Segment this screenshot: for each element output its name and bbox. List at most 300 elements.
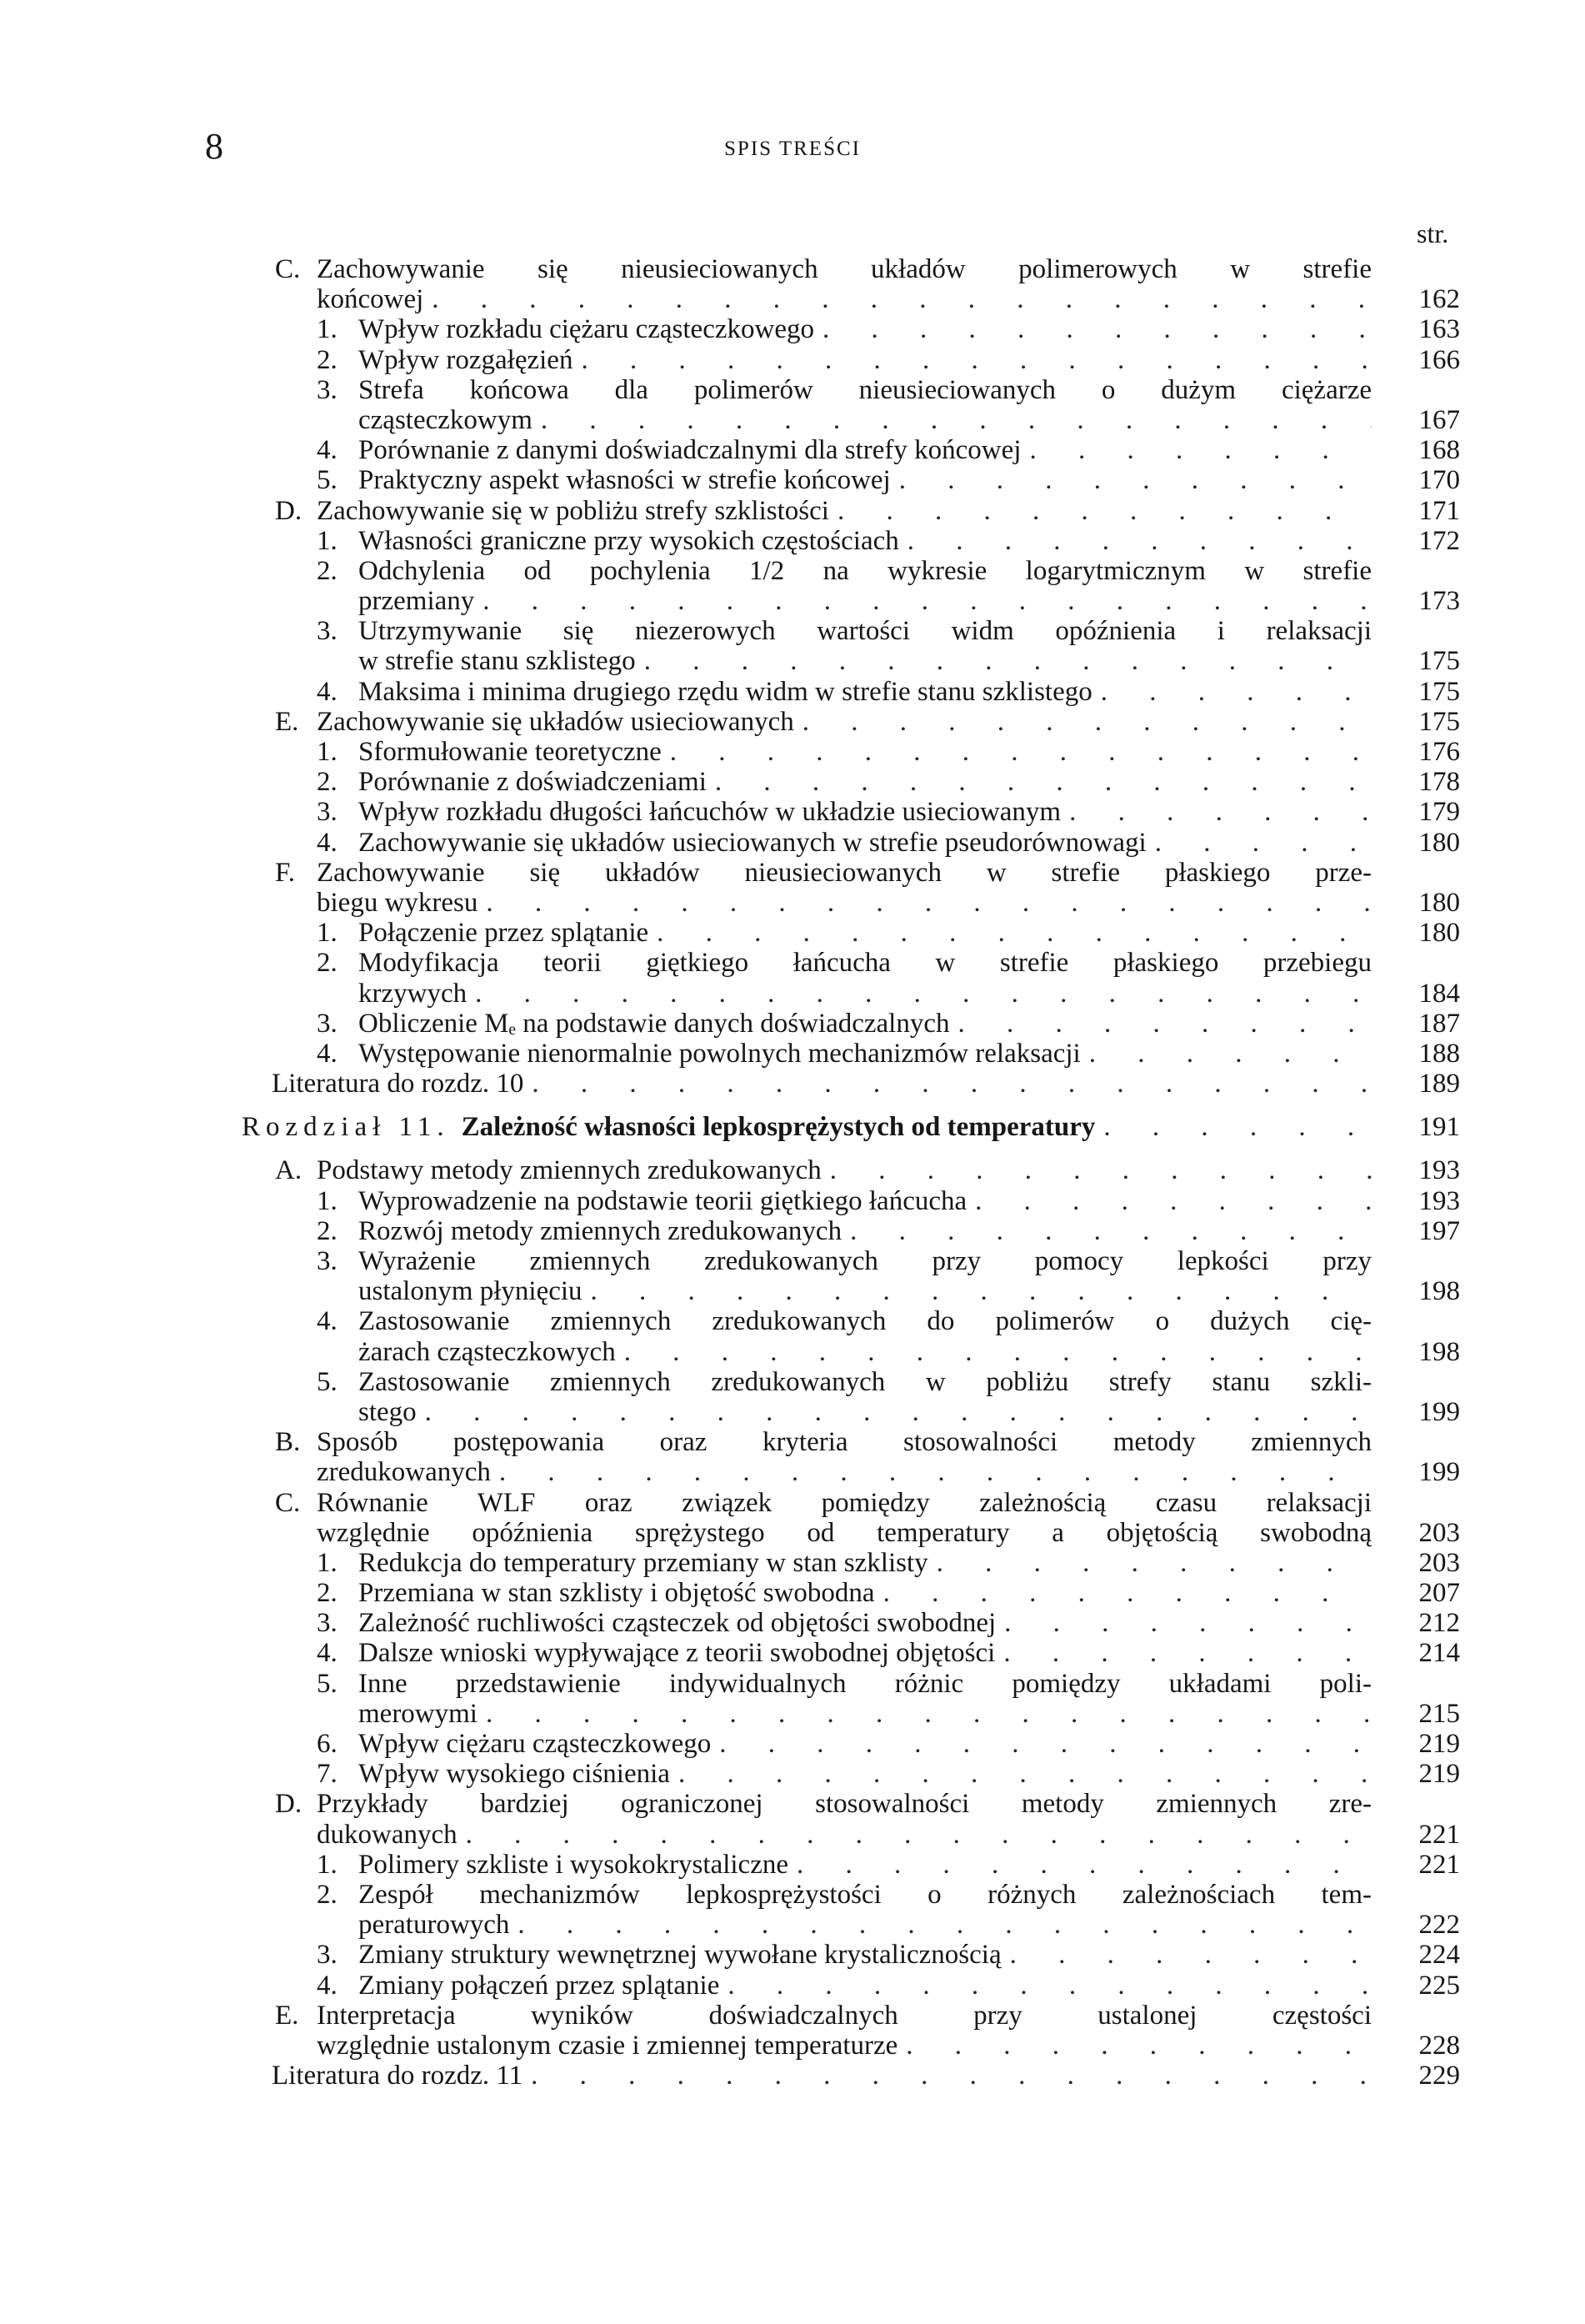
dot-leader bbox=[532, 405, 1372, 435]
toc-line bbox=[242, 1246, 1460, 1276]
toc-entry[interactable] bbox=[242, 737, 1460, 767]
toc-line bbox=[242, 1009, 1460, 1039]
dot-leader bbox=[467, 979, 1372, 1009]
page-ref: 166 bbox=[1418, 344, 1460, 375]
entry-text: Rozwój metody zmiennych zredukowanych bbox=[358, 1215, 842, 1246]
page-ref: 224 bbox=[1418, 1940, 1460, 1971]
toc-line bbox=[242, 1186, 1460, 1216]
page-ref: 191 bbox=[1418, 1112, 1460, 1143]
dot-leader bbox=[648, 918, 1372, 948]
page-ref: 175 bbox=[1418, 706, 1460, 737]
toc-line bbox=[242, 1729, 1460, 1759]
dot-leader bbox=[582, 1276, 1372, 1306]
toc-entry[interactable] bbox=[242, 1216, 1460, 1246]
page-ref: 163 bbox=[1418, 314, 1460, 345]
dot-leader bbox=[928, 1548, 1372, 1578]
toc-line bbox=[242, 2061, 1460, 2091]
toc-line bbox=[242, 1155, 1460, 1185]
toc-line bbox=[242, 677, 1460, 707]
entry-text: Zachowywanie się nieusieciowanych układów polimerowych w strefie bbox=[317, 254, 1372, 284]
dot-leader bbox=[1095, 1112, 1372, 1142]
dot-leader bbox=[509, 1910, 1372, 1940]
dot-leader bbox=[423, 284, 1372, 314]
toc-line bbox=[242, 345, 1460, 375]
entry-text: końcowej bbox=[317, 284, 424, 315]
entry-text: Dalsze wnioski wypływające z teorii swobodnej objętości bbox=[358, 1638, 996, 1669]
entry-text: Zmiany struktury wewnętrznej wywołane krystalicznością bbox=[358, 1940, 1002, 1971]
dot-leader bbox=[996, 1608, 1372, 1638]
page-ref: 171 bbox=[1418, 495, 1460, 526]
toc-entry[interactable] bbox=[242, 1488, 1460, 1548]
toc-entry[interactable] bbox=[242, 1971, 1460, 2001]
page-ref: 207 bbox=[1418, 1578, 1460, 1609]
page-ref: 197 bbox=[1418, 1215, 1460, 1246]
toc-line bbox=[242, 2031, 1460, 2061]
toc-block-chapter-11 bbox=[242, 1155, 1460, 2091]
dot-leader bbox=[1021, 435, 1372, 465]
entry-text: Sformułowanie teoretyczne bbox=[358, 737, 662, 767]
dot-leader bbox=[1092, 677, 1372, 707]
toc-line bbox=[242, 1367, 1460, 1397]
entry-marker: 5. bbox=[317, 1668, 338, 1699]
page-ref: 203 bbox=[1418, 1517, 1460, 1548]
dot-leader bbox=[1002, 1940, 1372, 1970]
toc-entry[interactable] bbox=[242, 1759, 1460, 1789]
toc-entry[interactable] bbox=[242, 1880, 1460, 1940]
dot-leader bbox=[417, 1397, 1372, 1427]
toc-entry[interactable] bbox=[242, 556, 1460, 616]
entry-text: stego bbox=[358, 1396, 417, 1427]
entry-text: Zachowywanie się układów usieciowanych bbox=[317, 706, 794, 737]
entry-text: Wpływ rozgałęzień bbox=[358, 344, 573, 375]
page-ref: 228 bbox=[1418, 2030, 1460, 2061]
toc-line bbox=[242, 918, 1460, 948]
entry-text: Wyrażenie zmiennych zredukowanych przy pomocy lepkości przy bbox=[358, 1246, 1372, 1276]
toc-line bbox=[242, 556, 1460, 586]
toc-line bbox=[242, 616, 1460, 646]
page-ref: 221 bbox=[1418, 1849, 1460, 1880]
dot-leader bbox=[814, 314, 1372, 344]
page-ref: 229 bbox=[1418, 2061, 1460, 2091]
page-ref: 198 bbox=[1418, 1336, 1460, 1367]
entry-text: Redukcja do temperatury przemiany w stan szklisty bbox=[358, 1547, 928, 1578]
entry-marker: 1. bbox=[317, 737, 338, 767]
page-ref: 222 bbox=[1418, 1910, 1460, 1941]
entry-marker: 2. bbox=[317, 1215, 338, 1246]
entry-marker: 3. bbox=[317, 1608, 338, 1639]
toc-line bbox=[242, 858, 1460, 888]
dot-leader bbox=[995, 1638, 1372, 1668]
entry-marker: 5. bbox=[317, 1366, 338, 1397]
dot-leader bbox=[636, 646, 1372, 676]
toc-line bbox=[242, 1578, 1460, 1608]
page-ref: 198 bbox=[1418, 1276, 1460, 1307]
toc-entry[interactable] bbox=[242, 1069, 1460, 1099]
entry-marker: 6. bbox=[317, 1729, 338, 1759]
toc-entry[interactable] bbox=[242, 465, 1460, 495]
toc-entry[interactable] bbox=[242, 375, 1460, 435]
toc-line bbox=[242, 707, 1460, 737]
toc-line bbox=[242, 737, 1460, 767]
toc-entry[interactable] bbox=[242, 1789, 1460, 1849]
entry-text: Zależność ruchliwości cząsteczek od objętości swobodnej bbox=[358, 1608, 997, 1639]
entry-text: Odchylenia od pochylenia 1/2 na wykresie logarytmicznym w strefie bbox=[358, 555, 1372, 586]
entry-text: Strefa końcowa dla polimerów nieusieciowanych o dużym ciężarze bbox=[358, 374, 1372, 405]
toc-entry[interactable] bbox=[242, 677, 1460, 707]
toc-line bbox=[242, 1039, 1460, 1069]
toc-line bbox=[242, 2001, 1460, 2031]
page-ref: 180 bbox=[1418, 827, 1460, 858]
entry-text: Obliczenie Mₑ na podstawie danych doświadczalnych bbox=[358, 1008, 950, 1039]
dot-leader bbox=[829, 496, 1372, 526]
entry-text: Przykłady bardziej ograniczonej stosowalności metody zmiennych zre- bbox=[317, 1789, 1372, 1820]
entry-marker: 2. bbox=[317, 344, 338, 375]
dot-leader bbox=[967, 1186, 1372, 1216]
entry-text: Wyprowadzenie na podstawie teorii giętkiego łańcucha bbox=[358, 1185, 968, 1216]
toc-line bbox=[242, 586, 1460, 616]
toc-line bbox=[242, 1910, 1460, 1940]
toc-line bbox=[242, 1699, 1460, 1729]
entry-text: Porównanie z danymi doświadczalnymi dla strefy końcowej bbox=[358, 435, 1022, 466]
page-ref: 162 bbox=[1418, 284, 1460, 315]
entry-text: Praktyczny aspekt własności w strefie końcowej bbox=[358, 465, 891, 496]
entry-marker: 2. bbox=[317, 555, 338, 586]
page-ref: 173 bbox=[1418, 586, 1460, 617]
page-ref: 176 bbox=[1418, 737, 1460, 767]
entry-text: Zespół mechanizmów lepkosprężystości o różnych zależnościach tem- bbox=[358, 1879, 1372, 1910]
entry-marker: 4. bbox=[317, 435, 338, 466]
entry-marker: B. bbox=[275, 1427, 301, 1458]
toc-entry[interactable] bbox=[242, 254, 1460, 314]
entry-text: Wpływ ciężaru cząsteczkowego bbox=[358, 1729, 712, 1759]
entry-text: Literatura do rozdz. 11 bbox=[272, 2061, 523, 2091]
toc-line bbox=[242, 1427, 1460, 1457]
toc-entry[interactable] bbox=[242, 345, 1460, 375]
dot-leader bbox=[616, 1337, 1372, 1367]
toc-entry[interactable] bbox=[242, 1638, 1460, 1668]
toc-line bbox=[242, 375, 1460, 405]
entry-marker: 5. bbox=[317, 465, 338, 496]
chapter-label: Rozdział 11. bbox=[242, 1112, 450, 1143]
dot-leader bbox=[794, 707, 1372, 737]
toc-line bbox=[242, 646, 1460, 676]
page-ref: 180 bbox=[1418, 887, 1460, 918]
entry-text: Połączenie przez splątanie bbox=[358, 918, 649, 949]
entry-text: względnie opóźnienia sprężystego od temperatury a objętością swobodną bbox=[317, 1517, 1372, 1548]
entry-text: Wpływ rozkładu ciężaru cząsteczkowego bbox=[358, 314, 814, 345]
toc-entry[interactable] bbox=[242, 526, 1460, 556]
toc-line bbox=[242, 1820, 1460, 1850]
entry-marker: E. bbox=[275, 2000, 299, 2031]
toc-entry[interactable] bbox=[242, 1367, 1460, 1427]
dot-leader bbox=[522, 2061, 1372, 2091]
entry-marker: 1. bbox=[317, 314, 338, 345]
page-ref: 225 bbox=[1418, 1970, 1460, 2001]
dot-leader bbox=[572, 345, 1372, 375]
page-ref: 184 bbox=[1418, 978, 1460, 1009]
chapter-title: Zależność własności lepkosprężystych od temperatury bbox=[461, 1112, 1096, 1143]
page-ref: 188 bbox=[1418, 1038, 1460, 1069]
dot-leader bbox=[891, 465, 1372, 495]
entry-text: Zachowywanie się w pobliżu strefy szklistości bbox=[317, 495, 829, 526]
toc-line bbox=[242, 254, 1460, 284]
toc-entry[interactable] bbox=[242, 1246, 1460, 1306]
toc-entry[interactable] bbox=[242, 1729, 1460, 1759]
toc-line bbox=[242, 1638, 1460, 1668]
dot-leader bbox=[474, 586, 1372, 616]
toc-line bbox=[242, 1518, 1460, 1548]
entry-text: Literatura do rozdz. 10 bbox=[272, 1069, 524, 1099]
toc-entry[interactable] bbox=[242, 1427, 1460, 1487]
toc-line bbox=[242, 797, 1460, 827]
dot-leader bbox=[875, 1578, 1372, 1608]
entry-text: żarach cząsteczkowych bbox=[358, 1336, 616, 1367]
page-ref: 193 bbox=[1418, 1155, 1460, 1186]
toc-entry[interactable] bbox=[242, 1155, 1460, 1185]
page-ref: 212 bbox=[1418, 1608, 1460, 1639]
toc-line bbox=[242, 435, 1460, 465]
toc-line bbox=[242, 1397, 1460, 1427]
toc-line bbox=[242, 1608, 1460, 1638]
entry-marker: 3. bbox=[317, 797, 338, 828]
entry-marker: 2. bbox=[317, 767, 338, 798]
entry-text: Polimery szkliste i wysokokrystaliczne bbox=[358, 1849, 788, 1880]
toc-line bbox=[242, 1216, 1460, 1246]
page-ref: 180 bbox=[1418, 918, 1460, 949]
page-ref: 219 bbox=[1418, 1729, 1460, 1759]
entry-text: krzywych bbox=[358, 978, 468, 1009]
entry-marker: C. bbox=[275, 254, 301, 284]
entry-text: Maksima i minima drugiego rzędu widm w strefie stanu szklistego bbox=[358, 676, 1092, 707]
entry-text: Porównanie z doświadczeniami bbox=[358, 767, 707, 798]
dot-leader bbox=[491, 1457, 1372, 1487]
toc-entry[interactable] bbox=[242, 767, 1460, 797]
toc-entry[interactable] bbox=[242, 314, 1460, 344]
entry-text: dukowanych bbox=[317, 1819, 458, 1850]
dot-leader bbox=[1061, 797, 1372, 827]
entry-marker: 2. bbox=[317, 1879, 338, 1910]
chapter-heading[interactable] bbox=[242, 1112, 1460, 1142]
toc-line bbox=[242, 314, 1460, 344]
entry-text: Zastosowanie zmiennych zredukowanych do polimerów o dużych cię- bbox=[358, 1306, 1372, 1337]
dot-leader bbox=[788, 1850, 1372, 1880]
entry-text: merowymi bbox=[358, 1698, 478, 1729]
toc-entry[interactable] bbox=[242, 2061, 1460, 2091]
entry-text: Wpływ rozkładu długości łańcuchów w układzie usieciowanym bbox=[358, 797, 1062, 828]
toc-line bbox=[242, 1069, 1460, 1099]
dot-leader bbox=[719, 1971, 1372, 2001]
entry-marker: 1. bbox=[317, 1849, 338, 1880]
entry-marker: D. bbox=[275, 1789, 302, 1820]
entry-text: przemiany bbox=[358, 586, 475, 617]
toc-entry[interactable] bbox=[242, 1940, 1460, 1970]
entry-text: Modyfikacja teorii giętkiego łańcucha w strefie płaskiego przebiegu bbox=[358, 948, 1372, 979]
toc-line bbox=[242, 1669, 1460, 1699]
entry-text: Inne przedstawienie indywidualnych różnic pomiędzy układami poli- bbox=[358, 1668, 1372, 1699]
toc-entry[interactable] bbox=[242, 828, 1460, 858]
entry-marker: 3. bbox=[317, 1008, 338, 1039]
entry-marker: F. bbox=[275, 857, 295, 888]
entry-marker: 1. bbox=[317, 525, 338, 556]
dot-leader bbox=[478, 1699, 1372, 1729]
toc-line bbox=[242, 1850, 1460, 1880]
entry-marker: 4. bbox=[317, 676, 338, 707]
toc-entry[interactable] bbox=[242, 1850, 1460, 1880]
entry-marker: 3. bbox=[317, 616, 338, 647]
page-ref: 189 bbox=[1418, 1069, 1460, 1099]
toc-line bbox=[242, 1306, 1460, 1336]
entry-text: Wpływ wysokiego ciśnienia bbox=[358, 1759, 670, 1790]
dot-leader bbox=[662, 737, 1372, 767]
entry-marker: 3. bbox=[317, 1246, 338, 1276]
toc-block-chapter-10 bbox=[242, 254, 1460, 1099]
running-head: SPIS TREŚCI bbox=[724, 138, 861, 160]
toc-line bbox=[242, 828, 1460, 858]
toc-line bbox=[242, 1457, 1460, 1487]
toc-line bbox=[242, 767, 1460, 797]
entry-marker: 2. bbox=[317, 948, 338, 979]
page-number: 8 bbox=[205, 126, 223, 167]
page-ref: 219 bbox=[1418, 1759, 1460, 1790]
toc-line bbox=[242, 1940, 1460, 1970]
entry-text: ustalonym płynięciu bbox=[358, 1276, 582, 1307]
table-of-contents bbox=[242, 254, 1460, 2091]
toc-entry[interactable] bbox=[242, 496, 1460, 526]
dot-leader bbox=[478, 888, 1372, 918]
page-ref: 193 bbox=[1418, 1185, 1460, 1216]
entry-marker: 3. bbox=[317, 1940, 338, 1971]
entry-marker: 3. bbox=[317, 374, 338, 405]
page-ref: 215 bbox=[1418, 1698, 1460, 1729]
toc-line bbox=[242, 888, 1460, 918]
entry-text: peraturowych bbox=[358, 1910, 510, 1941]
toc-line bbox=[242, 979, 1460, 1009]
entry-text: Zmiany połączeń przez splątanie bbox=[358, 1970, 720, 2001]
entry-marker: D. bbox=[275, 495, 302, 526]
page-ref: 187 bbox=[1418, 1008, 1460, 1039]
toc-line bbox=[242, 1880, 1460, 1910]
page-ref: 178 bbox=[1418, 767, 1460, 798]
toc-entry[interactable] bbox=[242, 1009, 1460, 1039]
dot-leader bbox=[523, 1069, 1372, 1099]
toc-entry[interactable] bbox=[242, 797, 1460, 827]
entry-marker: 1. bbox=[317, 1547, 338, 1578]
toc-line bbox=[242, 1276, 1460, 1306]
entry-text: Zastosowanie zmiennych zredukowanych w pobliżu strefy stanu szkli- bbox=[358, 1366, 1372, 1397]
dot-leader bbox=[898, 2031, 1372, 2061]
toc-line bbox=[242, 1337, 1460, 1367]
toc-line bbox=[242, 405, 1460, 435]
entry-marker: 4. bbox=[317, 1038, 338, 1069]
entry-text: Zachowywanie się układów nieusieciowanych w strefie płaskiego prze- bbox=[317, 857, 1372, 888]
entry-marker: 7. bbox=[317, 1759, 338, 1790]
page-column-label: str. bbox=[1417, 218, 1449, 248]
entry-marker: 1. bbox=[317, 918, 338, 949]
page-ref: 175 bbox=[1418, 646, 1460, 677]
toc-entry[interactable] bbox=[242, 616, 1460, 676]
page-ref: 199 bbox=[1418, 1457, 1460, 1488]
entry-marker: 4. bbox=[317, 827, 338, 858]
toc-entry[interactable] bbox=[242, 918, 1460, 948]
dot-leader bbox=[458, 1820, 1372, 1850]
toc-entry[interactable] bbox=[242, 948, 1460, 1008]
entry-text: w strefie stanu szklistego bbox=[358, 646, 636, 677]
dot-leader bbox=[822, 1155, 1372, 1185]
toc-entry[interactable] bbox=[242, 707, 1460, 737]
entry-marker: 2. bbox=[317, 1578, 338, 1609]
entry-text: Utrzymywanie się niezerowych wartości widm opóźnienia i relaksacji bbox=[358, 616, 1372, 647]
dot-leader bbox=[1147, 828, 1372, 858]
dot-leader bbox=[707, 767, 1372, 797]
entry-marker: A. bbox=[275, 1155, 302, 1186]
entry-text: Występowanie nienormalnie powolnych mechanizmów relaksacji bbox=[358, 1038, 1081, 1069]
entry-marker: 4. bbox=[317, 1970, 338, 2001]
toc-entry[interactable] bbox=[242, 435, 1460, 465]
entry-text: zredukowanych bbox=[317, 1457, 491, 1488]
entry-text: cząsteczkowym bbox=[358, 404, 532, 435]
entry-marker: E. bbox=[275, 706, 299, 737]
entry-text: Przemiana w stan szklisty i objętość swobodna bbox=[358, 1578, 875, 1609]
toc-line bbox=[242, 948, 1460, 978]
page-ref: 203 bbox=[1418, 1547, 1460, 1578]
dot-leader bbox=[1081, 1039, 1372, 1069]
entry-text: Sposób postępowania oraz kryteria stosowalności metody zmiennych bbox=[317, 1427, 1372, 1458]
toc-entry[interactable] bbox=[242, 1186, 1460, 1216]
dot-leader bbox=[670, 1759, 1372, 1789]
toc-line bbox=[242, 496, 1460, 526]
toc-entry[interactable] bbox=[242, 1578, 1460, 1608]
toc-line bbox=[242, 1971, 1460, 2001]
entry-text: biegu wykresu bbox=[317, 887, 478, 918]
toc-line bbox=[242, 1789, 1460, 1819]
dot-leader bbox=[949, 1009, 1372, 1039]
dot-leader bbox=[899, 526, 1372, 556]
entry-marker: 4. bbox=[317, 1306, 338, 1337]
toc-entry[interactable] bbox=[242, 1039, 1460, 1069]
toc-line bbox=[242, 526, 1460, 556]
entry-marker: 1. bbox=[317, 1185, 338, 1216]
entry-marker: 4. bbox=[317, 1638, 338, 1669]
entry-text: względnie ustalonym czasie i zmiennej temperaturze bbox=[317, 2030, 898, 2061]
page-ref: 199 bbox=[1418, 1396, 1460, 1427]
dot-leader bbox=[711, 1729, 1372, 1759]
toc-line bbox=[242, 465, 1460, 495]
page-ref: 172 bbox=[1418, 525, 1460, 556]
page-ref: 214 bbox=[1418, 1638, 1460, 1669]
page-ref: 168 bbox=[1418, 435, 1460, 466]
toc-line bbox=[242, 284, 1460, 314]
toc-entry[interactable] bbox=[242, 1548, 1460, 1578]
toc-entry[interactable] bbox=[242, 1669, 1460, 1729]
toc-line bbox=[242, 1488, 1460, 1518]
toc-entry[interactable] bbox=[242, 858, 1460, 918]
entry-text: Równanie WLF oraz związek pomiędzy zależnością czasu relaksacji bbox=[317, 1487, 1372, 1518]
toc-entry[interactable] bbox=[242, 1608, 1460, 1638]
page-ref: 170 bbox=[1418, 465, 1460, 496]
entry-text: Interpretacja wyników doświadczalnych przy ustalonej częstości bbox=[317, 2000, 1372, 2031]
toc-line bbox=[242, 1548, 1460, 1578]
toc-line bbox=[242, 1759, 1460, 1789]
entry-text: Podstawy metody zmiennych zredukowanych bbox=[317, 1155, 822, 1186]
entry-text: Własności graniczne przy wysokich częstościach bbox=[358, 525, 899, 556]
page-ref: 175 bbox=[1418, 676, 1460, 707]
toc-entry[interactable] bbox=[242, 1306, 1460, 1366]
page-ref: 179 bbox=[1418, 797, 1460, 828]
toc-entry[interactable] bbox=[242, 2001, 1460, 2061]
page-ref: 221 bbox=[1418, 1819, 1460, 1850]
dot-leader bbox=[842, 1216, 1372, 1246]
page-ref: 167 bbox=[1418, 404, 1460, 435]
